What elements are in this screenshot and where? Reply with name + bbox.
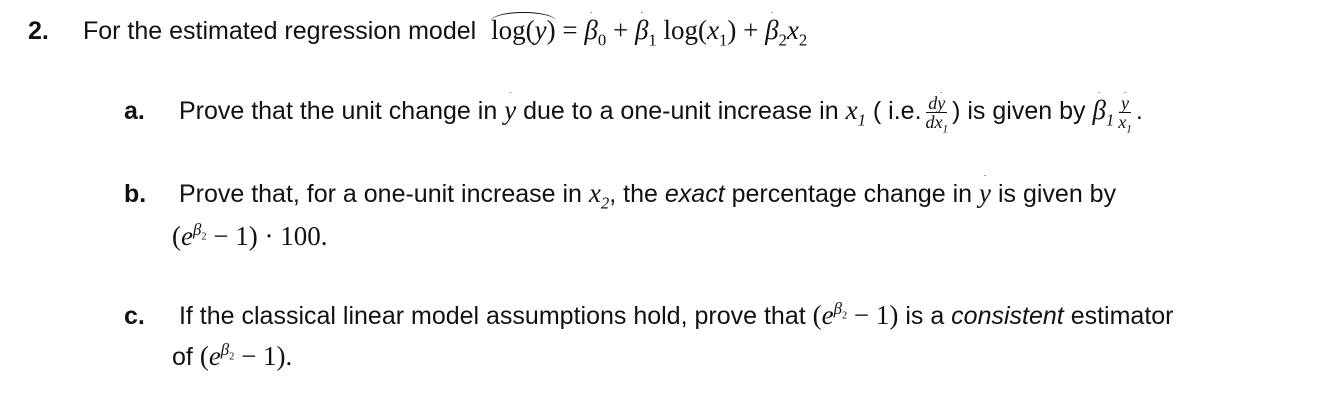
part-c-target-formula: $(e^{\beta_2} - 1)$. xyxy=(199,340,293,371)
part-b-text-4: is given by xyxy=(997,180,1117,208)
part-c-estimator-formula: $(e^{\beta_2} - 1)$ xyxy=(812,299,899,330)
part-b-text-3: percentage change in xyxy=(731,180,973,208)
beta1-hat-symbol: $\beta_1$ xyxy=(1092,95,1115,130)
part-b-label: b. xyxy=(124,180,147,208)
part-b-emphasis: exact xyxy=(664,180,725,208)
y-hat-symbol: y xyxy=(504,95,517,126)
part-b-text-2: , the xyxy=(609,180,658,208)
part-a xyxy=(124,93,1143,136)
part-b-formula-line xyxy=(172,220,327,253)
part-c-text-3: estimator xyxy=(1070,302,1174,330)
part-c-emphasis: consistent xyxy=(951,302,1064,330)
derivative-fraction: $\frac{dy}{dx_1}$ xyxy=(925,93,949,136)
part-c-label: c. xyxy=(124,302,145,330)
part-a-label: a. xyxy=(124,97,145,126)
part-a-text-3: ( i.e. xyxy=(872,97,922,126)
y-hat-symbol-b: y xyxy=(979,178,992,208)
part-c-text-2: is a xyxy=(905,302,945,330)
part-a-text-1: Prove that the unit change in xyxy=(178,97,498,126)
x1-symbol: $x_1$ xyxy=(845,95,866,130)
part-b xyxy=(124,177,1117,213)
part-c-text-4: of xyxy=(172,343,193,371)
part-c-text-1: If the classical linear model assumptions hold, prove that xyxy=(178,302,806,330)
problem-number: 2. xyxy=(28,17,49,45)
problem-intro: For the estimated regression model xyxy=(82,17,477,45)
regression-model-formula: $\log(y) = \beta_0 + \beta_1$ $\log(x_1) + \beta_2x_2$ xyxy=(491,15,808,50)
part-a-text-5: . xyxy=(1135,97,1143,126)
yhat-over-x1-fraction: $\frac{y}{x_1}$ xyxy=(1118,93,1132,136)
part-c-second-line xyxy=(172,340,292,373)
part-b-text-1: Prove that, for a one-unit increase in xyxy=(178,180,582,208)
part-a-text-2: due to a one-unit increase in xyxy=(523,97,839,126)
problem-statement xyxy=(28,14,808,50)
part-a-text-4: ) is given by xyxy=(952,97,1086,126)
x2-symbol: $x_2$ xyxy=(588,178,610,213)
part-c xyxy=(124,299,1174,332)
part-b-formula: $(e^{\beta_2} - 1) \cdot 100$. xyxy=(172,220,328,251)
